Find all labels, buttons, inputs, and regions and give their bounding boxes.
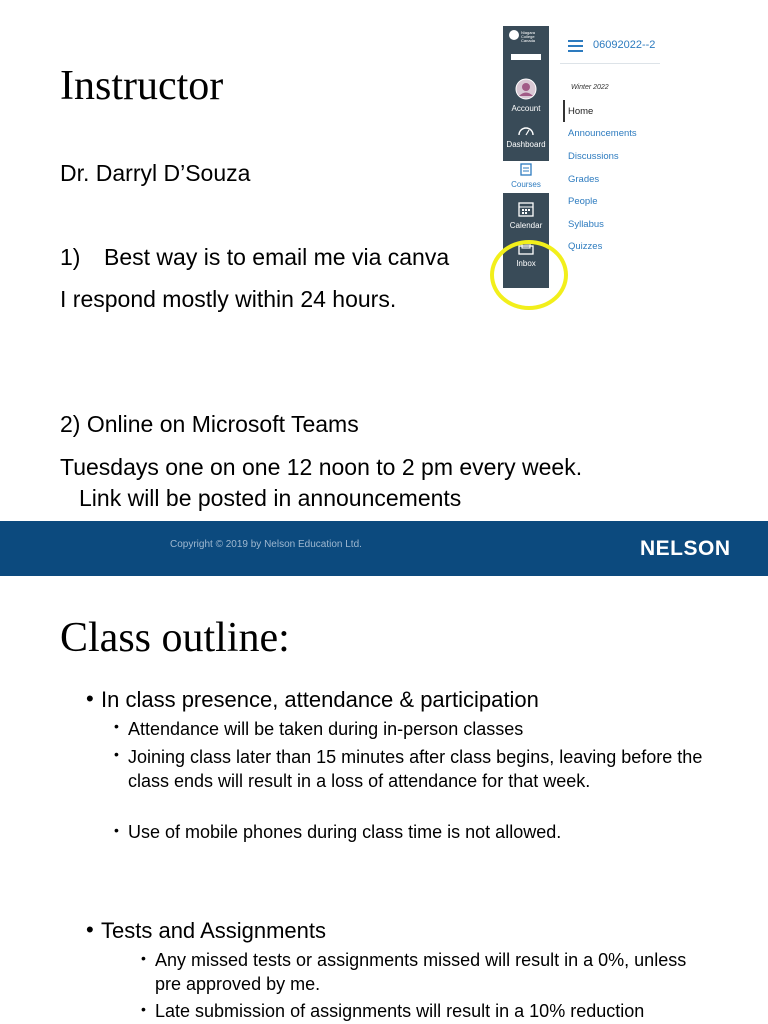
- bullet-dot: •: [86, 686, 94, 711]
- item2-line2: Tuesdays one on one 12 noon to 2 pm every week.: [60, 454, 583, 480]
- active-indicator: [563, 100, 565, 122]
- hamburger-icon[interactable]: [568, 39, 584, 57]
- inbox-highlight-circle: [490, 240, 568, 310]
- item1-number: 1): [60, 244, 81, 270]
- sub-bullet-late-submission: Late submission of assignments will result in a 10% reduction: [155, 1001, 645, 1021]
- menu-syllabus[interactable]: Syllabus: [568, 219, 604, 230]
- term-label: Winter 2022: [571, 84, 609, 91]
- menu-grades[interactable]: Grades: [568, 174, 600, 185]
- menu-announcements[interactable]: Announcements: [568, 128, 637, 139]
- course-menu-panel: [560, 26, 670, 266]
- college-logo: [503, 26, 549, 66]
- menu-discussions[interactable]: Discussions: [568, 151, 619, 162]
- copyright-text: Copyright © 2019 by Nelson Education Ltd.: [170, 539, 362, 550]
- nav-calendar-label: Calendar: [509, 221, 543, 230]
- sub-bullet-dot: •: [114, 746, 119, 762]
- nav-calendar[interactable]: [503, 201, 549, 230]
- menu-people[interactable]: People: [568, 196, 598, 207]
- menu-divider: [560, 63, 660, 64]
- calendar-icon: [503, 201, 549, 219]
- menu-quizzes[interactable]: Quizzes: [568, 241, 603, 252]
- college-logo-icon: [503, 26, 549, 66]
- bullet-tests: Tests and Assignments: [101, 918, 327, 943]
- bullet-attendance: In class presence, attendance & participation: [101, 687, 539, 712]
- item2-text: 2) Online on Microsoft Teams: [60, 411, 359, 437]
- sub-bullet-dot: •: [141, 950, 146, 966]
- sub-bullet-missed-tests: Any missed tests or assignments missed will result in a 0%, unless pre approved by me.: [155, 950, 687, 994]
- nelson-logo: NELSON: [640, 537, 731, 560]
- nav-dashboard-label: Dashboard: [506, 140, 546, 149]
- nav-inbox-label: Inbox: [516, 259, 536, 268]
- sub-bullet-dot: •: [141, 1001, 146, 1017]
- sub-bullet-dot: •: [114, 822, 119, 838]
- sub-bullet-phones: Use of mobile phones during class time is not allowed.: [128, 822, 562, 842]
- sub-bullet-dot: •: [114, 718, 119, 734]
- instructor-name: Dr. Darryl D’Souza: [60, 160, 251, 186]
- nav-account[interactable]: [503, 78, 549, 113]
- svg-text:Canada: Canada: [521, 38, 536, 43]
- nav-courses[interactable]: [503, 161, 549, 193]
- nav-dashboard[interactable]: [503, 124, 549, 149]
- dashboard-icon: [503, 124, 549, 138]
- class-outline-title: Class outline:: [60, 615, 290, 661]
- menu-home[interactable]: Home: [568, 106, 594, 117]
- item1-subtext: I respond mostly within 24 hours.: [60, 286, 397, 312]
- item2-line3: Link will be posted in announcements: [79, 485, 462, 511]
- nav-courses-label: Courses: [511, 180, 541, 189]
- sub-bullet-late-join: Joining class later than 15 minutes after class begins, leaving before the class ends will result in a loss of attendance for that week.: [128, 747, 703, 791]
- account-icon: [503, 78, 549, 102]
- svg-text:College: College: [521, 34, 535, 39]
- nav-account-label: Account: [511, 104, 541, 113]
- item1-text: Best way is to email me via canva: [104, 244, 450, 270]
- svg-text:Niagara: Niagara: [521, 30, 536, 35]
- course-code-breadcrumb[interactable]: 06092022--2: [593, 39, 656, 51]
- slide-title: Instructor: [60, 63, 224, 109]
- courses-icon: [503, 163, 549, 179]
- sub-bullet-attendance: Attendance will be taken during in-person classes: [128, 719, 524, 739]
- bullet-dot: •: [86, 917, 94, 942]
